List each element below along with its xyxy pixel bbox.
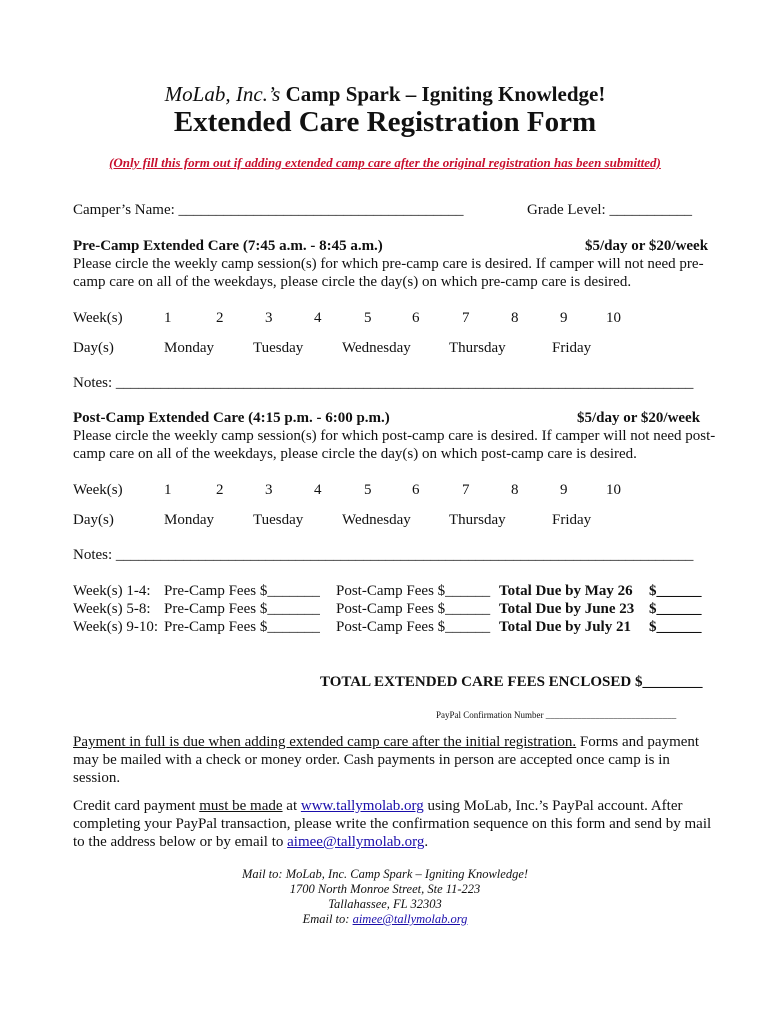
post-camp-week-option[interactable]: 3	[265, 482, 273, 498]
payment-policy-text: Forms and payment may be mailed with a check or money order. Cash payments in person are accepted once camp is in session.	[73, 734, 700, 786]
pre-camp-week-option[interactable]: 6	[412, 310, 420, 326]
program-name: Camp Spark – Igniting Knowledge!	[285, 82, 606, 106]
post-camp-week-option[interactable]: 1	[164, 482, 172, 498]
payment-policy-emphasis: Payment in full is due when adding extended camp care after the initial registration.	[73, 734, 577, 750]
camper-name-field[interactable]: Camper’s Name: ______________________________________	[73, 202, 464, 218]
post-camp-notes-field[interactable]: Notes: _____________________________________________________________________________	[73, 547, 694, 563]
pre-camp-week-option[interactable]: 4	[314, 310, 322, 326]
form-notice: (Only fill this form out if adding extended camp care after the original registration has been submitted)	[109, 155, 661, 170]
pre-camp-heading: Pre-Camp Extended Care (7:45 a.m. - 8:45 a.m.)	[73, 238, 383, 254]
post-camp-week-option[interactable]: 2	[216, 482, 224, 498]
post-camp-day-option[interactable]: Thursday	[449, 512, 506, 528]
post-camp-day-option[interactable]: Monday	[164, 512, 214, 528]
mailing-line3: Tallahassee, FL 32303	[328, 897, 442, 911]
post-camp-week-option[interactable]: 4	[314, 482, 322, 498]
fees-row-weeks: Week(s) 9-10:	[73, 619, 159, 635]
mailing-line2: 1700 North Monroe Street, Ste 11-223	[289, 882, 481, 896]
grade-level-field[interactable]: Grade Level: ___________	[527, 202, 692, 218]
pre-camp-day-option[interactable]: Friday	[552, 340, 592, 356]
post-camp-instructions-line2: camp care on all of the weekdays, please circle the day(s) on which post-camp care is desired.	[73, 446, 637, 462]
fees-row-total-label: Total Due by July 21	[499, 619, 631, 635]
fees-row-weeks: Week(s) 5-8:	[73, 601, 151, 617]
post-camp-weeks-label: Week(s)	[73, 482, 123, 498]
post-camp-heading: Post-Camp Extended Care (4:15 p.m. - 6:00 p.m.)	[73, 410, 390, 426]
pre-camp-days-label: Day(s)	[73, 340, 114, 356]
pre-camp-day-option[interactable]: Thursday	[449, 340, 506, 356]
payment-policy	[73, 733, 713, 787]
post-camp-week-option[interactable]: 6	[412, 482, 420, 498]
pre-camp-day-option[interactable]: Tuesday	[253, 340, 304, 356]
mailing-email-link[interactable]: aimee@tallymolab.org	[352, 912, 468, 926]
pre-camp-day-option[interactable]: Monday	[164, 340, 214, 356]
fees-row-pre-camp-field[interactable]: Pre-Camp Fees $_______	[164, 601, 320, 617]
grand-total-field[interactable]: TOTAL EXTENDED CARE FEES ENCLOSED $________	[320, 674, 703, 690]
fees-row-pre-camp-field[interactable]: Pre-Camp Fees $_______	[164, 619, 320, 635]
pre-camp-instructions-line1: Please circle the weekly camp session(s) for which pre-camp care is desired. If camper will not need pre-	[73, 256, 704, 272]
post-camp-day-option[interactable]: Wednesday	[342, 512, 411, 528]
post-camp-week-option[interactable]: 7	[462, 482, 470, 498]
pre-camp-price: $5/day or $20/week	[585, 238, 709, 254]
cc-text-part2: at	[282, 798, 301, 814]
paypal-confirmation-field[interactable]: PayPal Confirmation Number _____________________________	[436, 710, 677, 720]
pre-camp-week-option[interactable]: 8	[511, 310, 519, 326]
form-title: Extended Care Registration Form	[173, 106, 597, 138]
fees-row-total-field[interactable]: $______	[649, 619, 702, 635]
fees-row-post-camp-field[interactable]: Post-Camp Fees $______	[336, 619, 491, 635]
fees-row-total-field[interactable]: $______	[649, 601, 702, 617]
cc-text-part3: using MoLab, Inc.’s PayPal account. After completing your PayPal transaction, please write the confirmation sequence on this form and send by mail to the address below or by email to	[73, 798, 712, 850]
pre-camp-week-option[interactable]: 2	[216, 310, 224, 326]
fees-row-total-field[interactable]: $______	[649, 583, 702, 599]
mailing-line1: Mail to: MoLab, Inc. Camp Spark – Igniting Knowledge!	[241, 867, 529, 881]
org-name: MoLab, Inc.’s	[164, 82, 281, 106]
post-camp-price: $5/day or $20/week	[577, 410, 701, 426]
post-camp-week-option[interactable]: 9	[560, 482, 568, 498]
credit-card-instructions	[73, 797, 713, 851]
email-link[interactable]: aimee@tallymolab.org	[287, 834, 425, 850]
pre-camp-week-option[interactable]: 5	[364, 310, 372, 326]
cc-must-emphasis: must be made	[199, 798, 283, 814]
website-link[interactable]: www.tallymolab.org	[300, 798, 424, 814]
post-camp-week-option[interactable]: 5	[364, 482, 372, 498]
pre-camp-notes-field[interactable]: Notes: _____________________________________________________________________________	[73, 375, 694, 391]
pre-camp-week-option[interactable]: 9	[560, 310, 568, 326]
fees-row-total-label: Total Due by May 26	[499, 583, 633, 599]
fees-row-total-label: Total Due by June 23	[499, 601, 635, 617]
pre-camp-weeks-label: Week(s)	[73, 310, 123, 326]
post-camp-day-option[interactable]: Tuesday	[253, 512, 304, 528]
post-camp-week-option[interactable]: 8	[511, 482, 519, 498]
post-camp-days-label: Day(s)	[73, 512, 114, 528]
mailing-email-prefix: Email to:	[302, 912, 353, 926]
cc-text-end: .	[424, 834, 429, 850]
pre-camp-week-option[interactable]: 1	[164, 310, 172, 326]
pre-camp-day-option[interactable]: Wednesday	[342, 340, 411, 356]
post-camp-instructions-line1: Please circle the weekly camp session(s) for which post-camp care is desired. If camper will not need post-	[73, 428, 716, 444]
post-camp-day-option[interactable]: Friday	[552, 512, 592, 528]
mailing-email-line	[0, 912, 770, 927]
pre-camp-instructions-line2: camp care on all of the weekdays, please circle the day(s) on which pre-camp care is desired.	[73, 274, 632, 290]
post-camp-week-option[interactable]: 10	[606, 482, 621, 498]
fees-row-pre-camp-field[interactable]: Pre-Camp Fees $_______	[164, 583, 320, 599]
pre-camp-week-option[interactable]: 10	[606, 310, 621, 326]
pre-camp-week-option[interactable]: 3	[265, 310, 273, 326]
cc-text-part1: Credit card payment	[73, 798, 200, 814]
fees-row-post-camp-field[interactable]: Post-Camp Fees $______	[336, 601, 491, 617]
pre-camp-week-option[interactable]: 7	[462, 310, 470, 326]
org-title	[0, 82, 770, 107]
fees-row-post-camp-field[interactable]: Post-Camp Fees $______	[336, 583, 491, 599]
fees-row-weeks: Week(s) 1-4:	[73, 583, 151, 599]
